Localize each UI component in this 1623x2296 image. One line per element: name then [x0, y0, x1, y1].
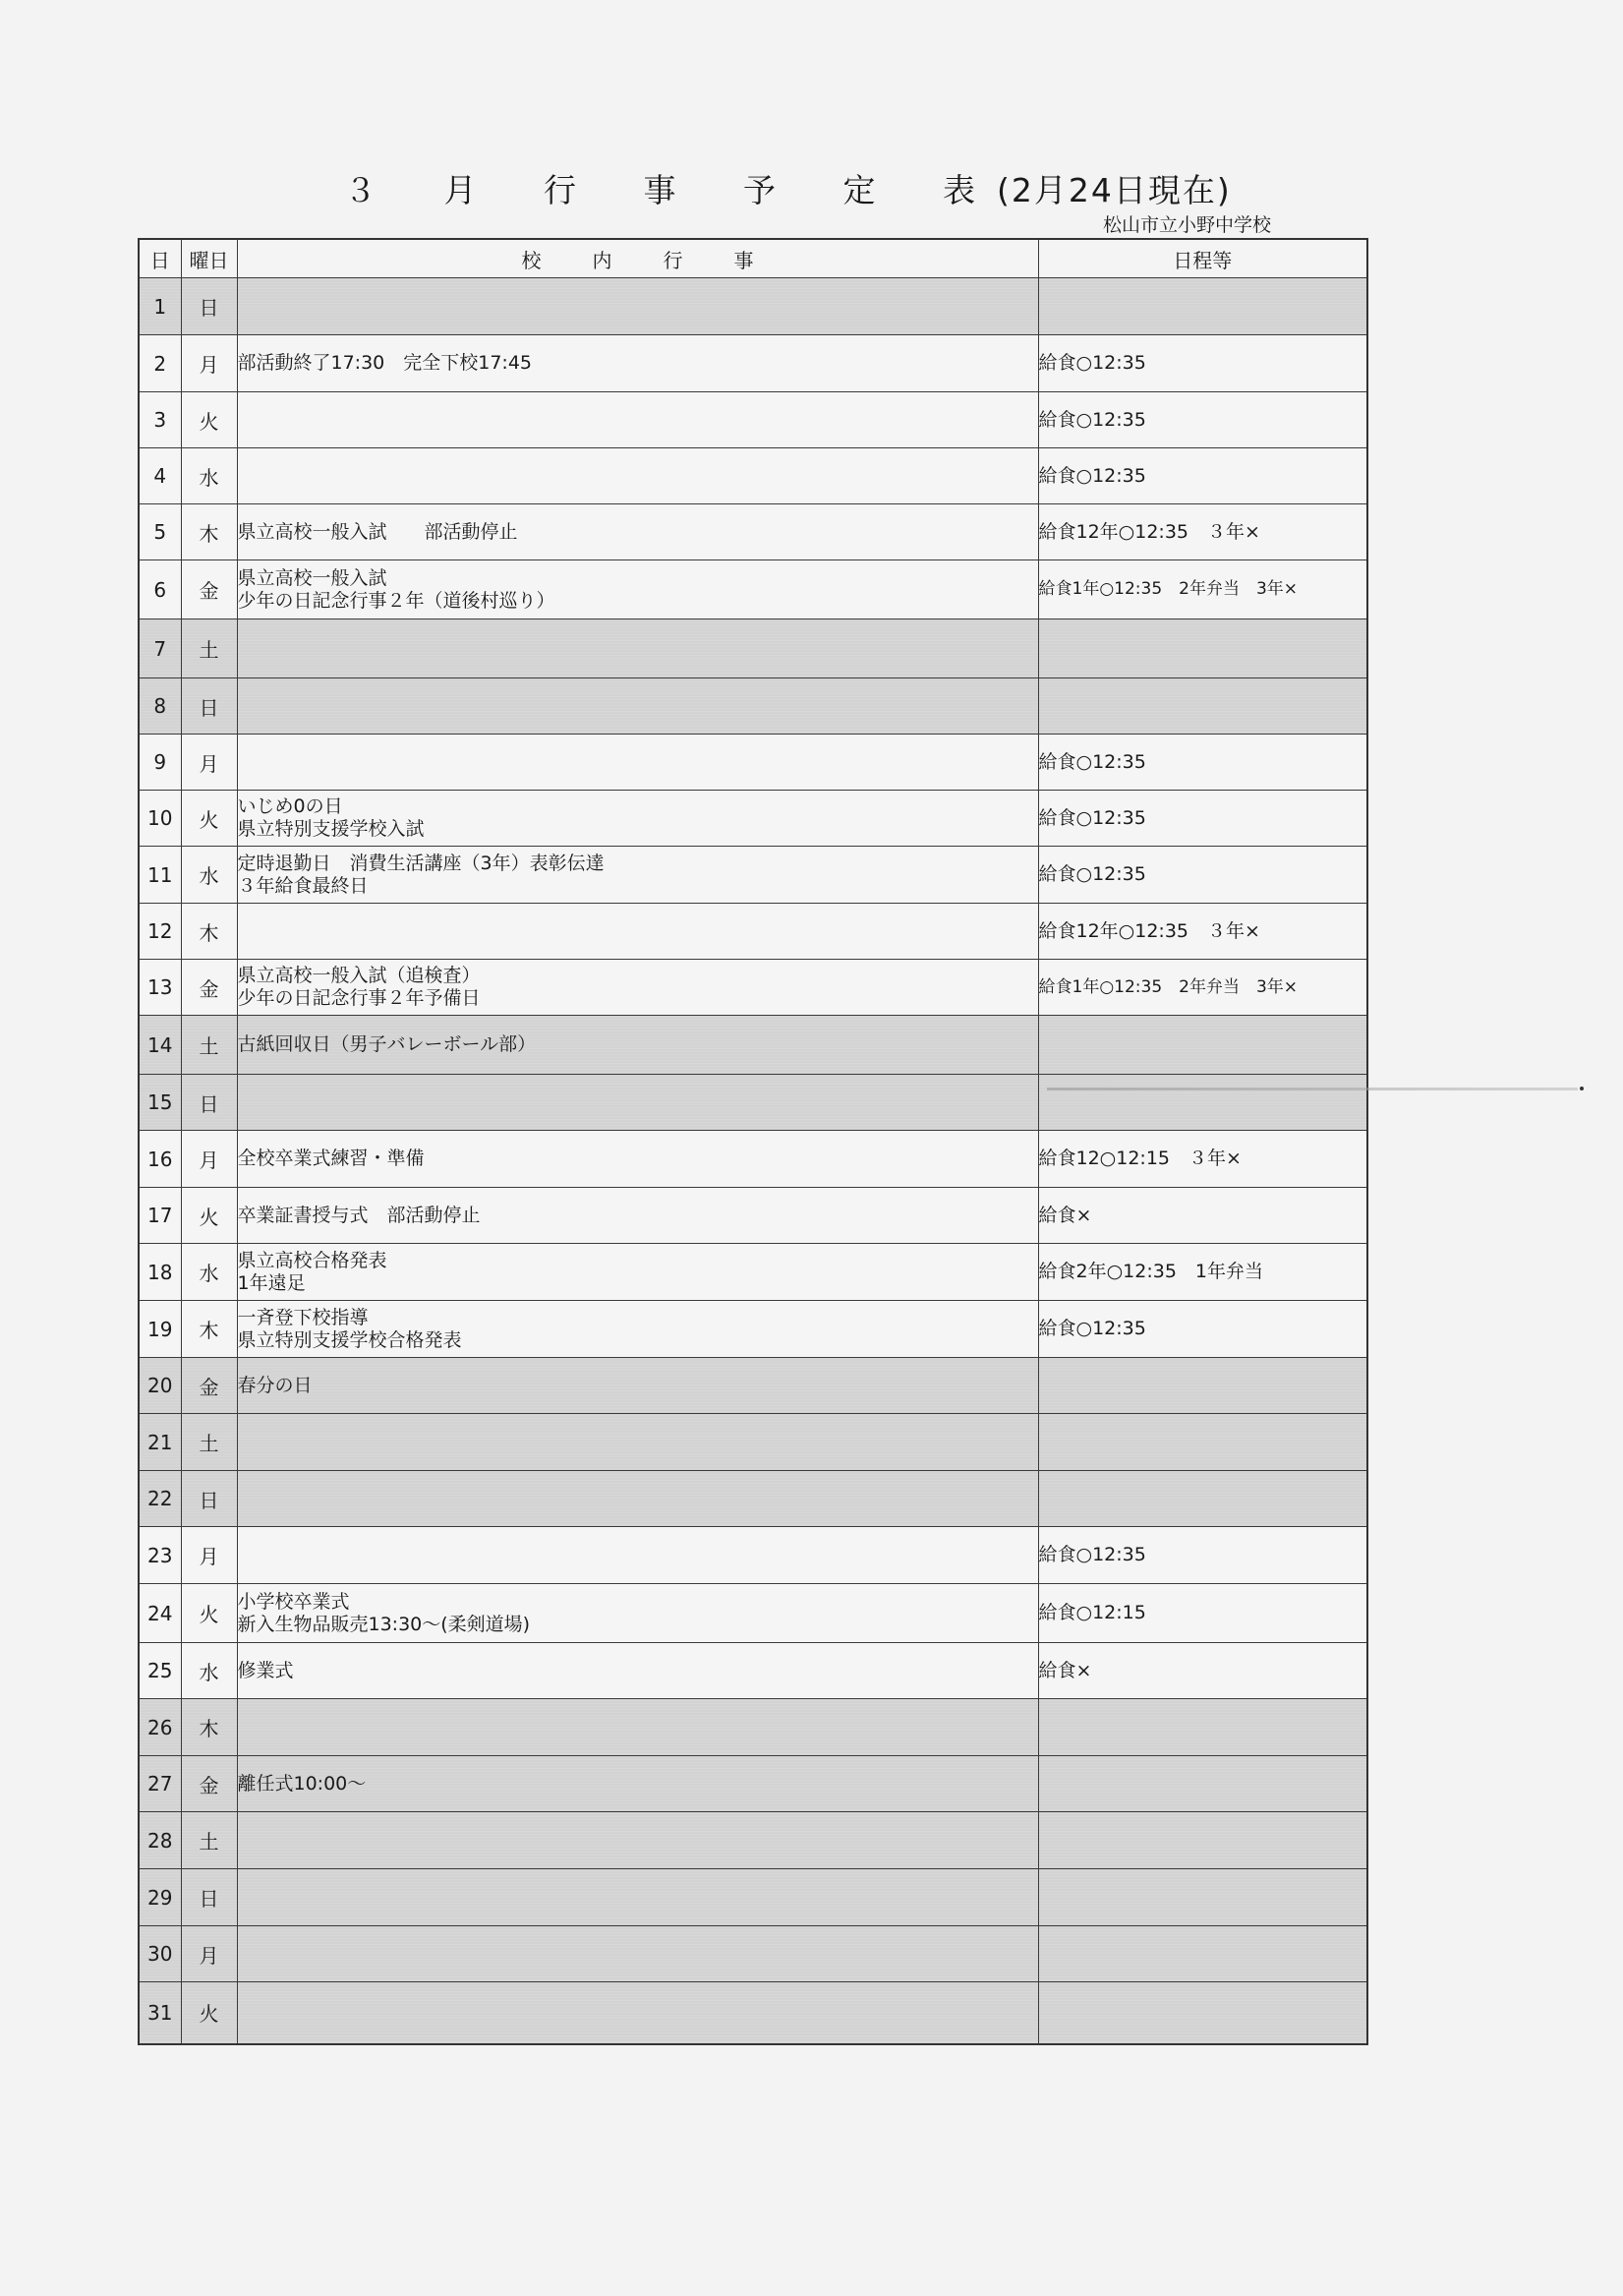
schedule-body [139, 278, 1367, 2044]
events-cell [237, 1756, 1038, 1812]
weekday-cell: 土 [181, 1016, 237, 1075]
event-line: 県立高校一般入試 [237, 566, 387, 589]
day-cell: 25 [139, 1643, 181, 1699]
schedule-cell: 給食○12:35 [1038, 448, 1367, 504]
day-cell: 9 [139, 735, 181, 791]
weekday-cell: 水 [181, 448, 237, 504]
day-cell: 27 [139, 1756, 181, 1812]
day-cell: 14 [139, 1016, 181, 1075]
day-cell: 4 [139, 448, 181, 504]
page-title [344, 165, 1232, 211]
table-row [139, 1643, 1367, 1699]
weekday-cell: 日 [181, 678, 237, 735]
day-cell: 30 [139, 1926, 181, 1982]
day-cell: 2 [139, 335, 181, 392]
weekday-cell: 月 [181, 1131, 237, 1188]
schedule-cell [1038, 1075, 1367, 1131]
events-cell [237, 448, 1038, 504]
weekday-cell: 木 [181, 1301, 237, 1358]
table-row [139, 1414, 1367, 1471]
event-line: 全校卒業式練習・準備 [237, 1148, 425, 1169]
events-cell [237, 1188, 1038, 1244]
day-cell: 6 [139, 560, 181, 619]
header-schedule: 日程等 [1038, 239, 1367, 278]
event-line: 小学校卒業式 [237, 1590, 350, 1613]
day-cell: 20 [139, 1358, 181, 1414]
schedule-cell [1038, 1812, 1367, 1869]
events-cell [237, 1301, 1038, 1358]
events-cell [237, 1812, 1038, 1869]
event-line: 春分の日 [237, 1374, 313, 1396]
events-cell [237, 791, 1038, 847]
events-cell [237, 960, 1038, 1016]
events-cell [237, 1244, 1038, 1301]
schedule-cell: 給食○12:35 [1038, 1527, 1367, 1584]
weekday-cell: 火 [181, 1584, 237, 1643]
day-cell: 10 [139, 791, 181, 847]
table-row [139, 560, 1367, 619]
events-cell [237, 1131, 1038, 1188]
events-cell [237, 1016, 1038, 1075]
table-row [139, 1188, 1367, 1244]
day-cell: 29 [139, 1869, 181, 1926]
table-row [139, 278, 1367, 335]
schedule-cell [1038, 619, 1367, 678]
table-row [139, 1016, 1367, 1075]
events-cell [237, 1584, 1038, 1643]
day-cell: 8 [139, 678, 181, 735]
day-cell: 12 [139, 904, 181, 960]
day-cell: 3 [139, 392, 181, 448]
schedule-cell: 給食12年○12:35 ３年× [1038, 904, 1367, 960]
event-line: 一斉登下校指導 [237, 1306, 369, 1328]
schedule-cell [1038, 1358, 1367, 1414]
day-cell: 16 [139, 1131, 181, 1188]
event-line: 県立特別支援学校合格発表 [237, 1328, 462, 1351]
events-cell [237, 678, 1038, 735]
schedule-cell [1038, 678, 1367, 735]
scan-artifact-line [1047, 1088, 1578, 1090]
schedule-cell: 給食○12:35 [1038, 735, 1367, 791]
table-row [139, 1244, 1367, 1301]
schedule-cell: 給食○12:35 [1038, 335, 1367, 392]
weekday-cell: 日 [181, 1471, 237, 1527]
event-line: 少年の日記念行事２年予備日 [237, 987, 481, 1009]
events-cell [237, 1926, 1038, 1982]
schedule-cell: 給食1年○12:35 2年弁当 3年× [1038, 960, 1367, 1016]
schedule-cell [1038, 1016, 1367, 1075]
events-cell [237, 278, 1038, 335]
event-line: 離任式10:00～ [237, 1772, 367, 1795]
table-row [139, 1699, 1367, 1756]
day-cell: 13 [139, 960, 181, 1016]
weekday-cell: 土 [181, 1414, 237, 1471]
schedule-cell [1038, 1982, 1367, 2044]
weekday-cell: 火 [181, 791, 237, 847]
table-row [139, 1075, 1367, 1131]
header-events: 校内行事 [237, 239, 1038, 278]
weekday-cell: 月 [181, 1926, 237, 1982]
events-cell [237, 1869, 1038, 1926]
event-line: 1年遠足 [237, 1271, 306, 1294]
events-cell [237, 1075, 1038, 1131]
events-cell [237, 335, 1038, 392]
schedule-cell: 給食2年○12:35 1年弁当 [1038, 1244, 1367, 1301]
weekday-cell: 金 [181, 1358, 237, 1414]
events-cell [237, 1643, 1038, 1699]
table-row [139, 1926, 1367, 1982]
header-day: 日 [139, 239, 181, 278]
event-line: 少年の日記念行事２年（道後村巡り） [237, 589, 555, 612]
table-row [139, 504, 1367, 560]
event-line: 新入生物品販売13:30～(柔剣道場) [237, 1613, 531, 1635]
day-cell: 7 [139, 619, 181, 678]
event-line: 県立高校一般入試（追検査） [237, 965, 481, 986]
event-line: いじめ0の日 [237, 795, 343, 817]
day-cell: 19 [139, 1301, 181, 1358]
day-cell: 18 [139, 1244, 181, 1301]
weekday-cell: 土 [181, 619, 237, 678]
day-cell: 23 [139, 1527, 181, 1584]
weekday-cell: 水 [181, 1244, 237, 1301]
event-line: ３年給食最終日 [237, 874, 369, 897]
day-cell: 21 [139, 1414, 181, 1471]
weekday-cell: 日 [181, 1869, 237, 1926]
day-cell: 28 [139, 1812, 181, 1869]
weekday-cell: 金 [181, 960, 237, 1016]
schedule-cell: 給食× [1038, 1188, 1367, 1244]
schedule-cell: 給食1年○12:35 2年弁当 3年× [1038, 560, 1367, 619]
weekday-cell: 火 [181, 392, 237, 448]
weekday-cell: 水 [181, 847, 237, 904]
table-row [139, 735, 1367, 791]
events-cell [237, 1527, 1038, 1584]
event-line: 部活動終了17:30 完全下校17:45 [237, 352, 533, 374]
event-line: 卒業証書授与式 部活動停止 [237, 1204, 481, 1226]
weekday-cell: 火 [181, 1188, 237, 1244]
schedule-cell [1038, 1869, 1367, 1926]
day-cell: 26 [139, 1699, 181, 1756]
weekday-cell: 金 [181, 1756, 237, 1812]
events-cell [237, 1471, 1038, 1527]
day-cell: 11 [139, 847, 181, 904]
day-cell: 5 [139, 504, 181, 560]
table-row [139, 1869, 1367, 1926]
day-cell: 22 [139, 1471, 181, 1527]
events-cell [237, 847, 1038, 904]
table-row [139, 904, 1367, 960]
event-line: 定時退勤日 消費生活講座（3年）表彰伝達 [237, 852, 605, 874]
schedule-cell: 給食○12:35 [1038, 1301, 1367, 1358]
weekday-cell: 土 [181, 1812, 237, 1869]
events-cell [237, 904, 1038, 960]
table-row [139, 1584, 1367, 1643]
table-row [139, 1527, 1367, 1584]
events-cell [237, 560, 1038, 619]
table-row [139, 791, 1367, 847]
events-cell [237, 1699, 1038, 1756]
event-line: 県立高校合格発表 [237, 1249, 387, 1271]
weekday-cell: 日 [181, 278, 237, 335]
table-row [139, 1756, 1367, 1812]
table-row [139, 335, 1367, 392]
events-cell [237, 735, 1038, 791]
schedule-cell [1038, 1699, 1367, 1756]
schedule-cell: 給食12年○12:35 ３年× [1038, 504, 1367, 560]
schedule-cell [1038, 1414, 1367, 1471]
school-name: 松山市立小野中学校 [1103, 214, 1272, 236]
schedule-table [138, 238, 1368, 2045]
table-row [139, 619, 1367, 678]
events-cell [237, 1358, 1038, 1414]
weekday-cell: 月 [181, 335, 237, 392]
event-line: 古紙回収日（男子バレーボール部） [237, 1033, 537, 1055]
day-cell: 31 [139, 1982, 181, 2044]
schedule-cell [1038, 1926, 1367, 1982]
table-row [139, 448, 1367, 504]
events-cell [237, 619, 1038, 678]
event-line: 修業式 [237, 1659, 294, 1681]
weekday-cell: 木 [181, 904, 237, 960]
table-row [139, 392, 1367, 448]
schedule-cell: 給食○12:35 [1038, 847, 1367, 904]
schedule-cell: 給食○12:35 [1038, 392, 1367, 448]
events-cell [237, 1982, 1038, 2044]
table-row [139, 1301, 1367, 1358]
table-row [139, 678, 1367, 735]
table-row [139, 1812, 1367, 1869]
schedule-cell: 給食× [1038, 1643, 1367, 1699]
event-line: 県立高校一般入試 部活動停止 [237, 520, 518, 543]
title-main: ３ 月 行 事 予 定 表 [344, 171, 997, 209]
schedule-cell: 給食12○12:15 ３年× [1038, 1131, 1367, 1188]
schedule-cell [1038, 1756, 1367, 1812]
day-cell: 24 [139, 1584, 181, 1643]
table-row [139, 847, 1367, 904]
day-cell: 15 [139, 1075, 181, 1131]
weekday-cell: 金 [181, 560, 237, 619]
header-weekday: 曜日 [181, 239, 237, 278]
day-cell: 17 [139, 1188, 181, 1244]
scan-artifact-dot [1580, 1087, 1584, 1090]
weekday-cell: 月 [181, 1527, 237, 1584]
table-row [139, 960, 1367, 1016]
day-cell: 1 [139, 278, 181, 335]
table-row [139, 1358, 1367, 1414]
table-row [139, 1131, 1367, 1188]
schedule-cell [1038, 278, 1367, 335]
table-row [139, 1982, 1367, 2044]
events-cell [237, 1414, 1038, 1471]
schedule-cell: 給食○12:35 [1038, 791, 1367, 847]
weekday-cell: 日 [181, 1075, 237, 1131]
event-line: 県立特別支援学校入試 [237, 818, 425, 840]
weekday-cell: 木 [181, 504, 237, 560]
events-cell [237, 504, 1038, 560]
weekday-cell: 木 [181, 1699, 237, 1756]
weekday-cell: 火 [181, 1982, 237, 2044]
table-row [139, 1471, 1367, 1527]
weekday-cell: 月 [181, 735, 237, 791]
schedule-cell: 給食○12:15 [1038, 1584, 1367, 1643]
weekday-cell: 水 [181, 1643, 237, 1699]
header-row [139, 239, 1367, 278]
events-cell [237, 392, 1038, 448]
title-date: (2月24日現在) [996, 171, 1232, 209]
schedule-cell [1038, 1471, 1367, 1527]
